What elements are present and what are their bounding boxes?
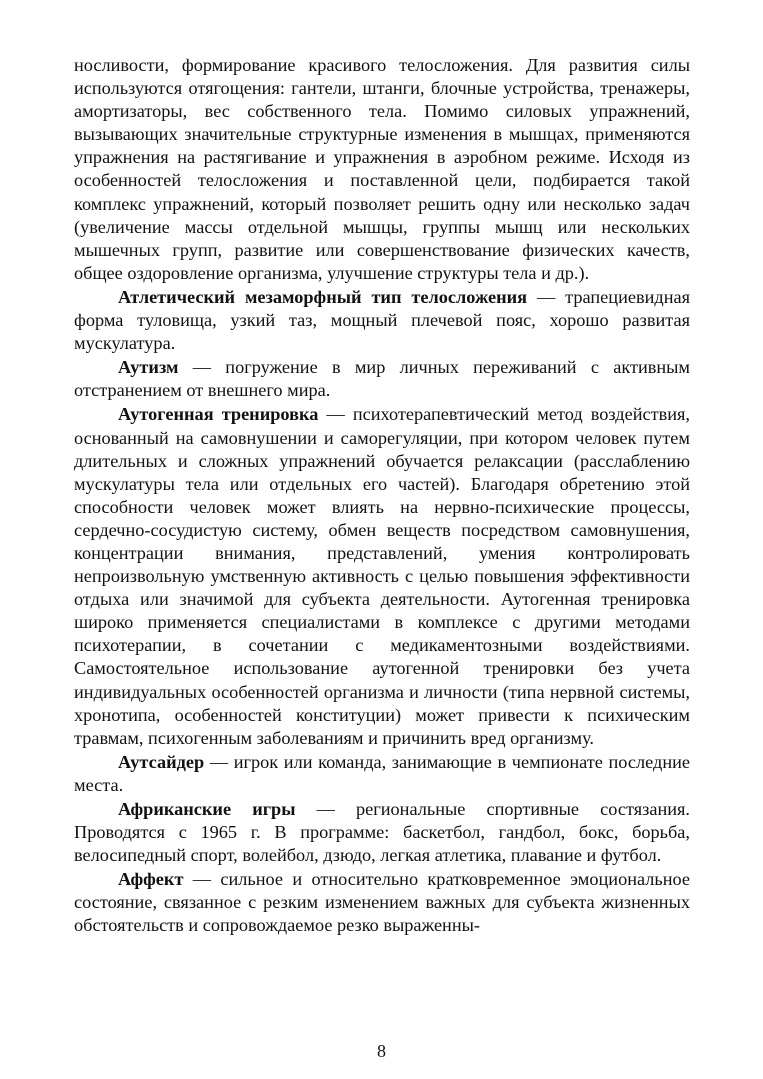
entry-definition: — сильное и относительно кратковременное эмоциональное состояние, связанное с резким изменением важных для субъекта жизненных обстоятельств и сопровождаемое резко выраженны- (74, 869, 690, 936)
entry-definition: — психотерапевтический метод воздействия, основанный на самовнушении и саморегуляции, при котором человек путем длительных и сложных упражнений обучается релаксации (расслаблению мускулатуры тела или отдельных его частей). Благодаря обретению этой способности человек может влиять на нервно-психические процессы, сердечно-сосудистую систему, обмен веществ посредством самовнушения, концентрации внимания, представлений, умения контролировать непроизвольную умственную активность с целью повышения эффективности отдыха или значимой для субъекта деятельности. Аутогенная тренировка широко применяется специалистами в комплексе с другими методами психотерапии, в сочетании с медикаментозными воздействиями. Самостоятельное использование аутогенной тренировки без учета индивидуальных особенностей организма и личности (типа нервной системы, хронотипа, особенностей конституции) может привести к психическим травмам, психогенным заболеваниям и причинить вред организму. (74, 404, 690, 748)
entry-term: Аутсайдер (118, 751, 205, 772)
intro-paragraph: носливости, формирование красивого телосложения. Для развития силы используются отягощения: гантели, штанги, блочные устройства, тренажеры, амортизаторы, вес собственного тела. Помимо силовых упражнений, вызывающих значительные структурные изменения в мышцах, применяются упражнения на растягивание и упражнения в аэробном режиме. Исходя из особенностей телосложения и поставленной цели, подбирается такой комплекс упражнений, который позволяет решить одну или несколько задач (увеличение массы отдельной мышцы, группы мышц или нескольких мышечных групп, развитие или совершенствование физических качеств, общее оздоровление организма, улучшение структуры тела и др.). (74, 55, 690, 283)
entry-autogenic-training (74, 403, 690, 749)
entry-definition: — региональные спортивные состязания. Проводятся с 1965 г. В программе: баскетбол, гандбол, бокс, борьба, велосипедный спорт, волейбол, дзюдо, легкая атлетика, плавание и футбол. (74, 799, 690, 866)
entry-athletic-type (74, 286, 690, 355)
entry-term: Аффект (118, 869, 184, 890)
page-body (74, 54, 690, 938)
entry-definition: — трапециевидная форма туловища, узкий таз, мощный плечевой пояс, хорошо развитая мускулатура. (74, 286, 691, 354)
entry-term: Аутогенная тренировка (118, 404, 319, 425)
entry-outsider (74, 751, 690, 797)
entry-definition: — погружение в мир личных переживаний с активным отстранением от внешнего мира. (74, 357, 690, 401)
entry-term: Африканские игры (118, 799, 296, 819)
entry-term: Аутизм (118, 357, 179, 378)
entry-term: Атлетический мезаморфный тип телосложения (118, 286, 528, 307)
entry-african-games (74, 798, 690, 867)
entry-autism (74, 356, 690, 402)
entry-definition: — игрок или команда, занимающие в чемпионате последние места. (74, 751, 690, 795)
page-number: 8 (377, 1041, 386, 1061)
entry-affect (74, 868, 690, 937)
